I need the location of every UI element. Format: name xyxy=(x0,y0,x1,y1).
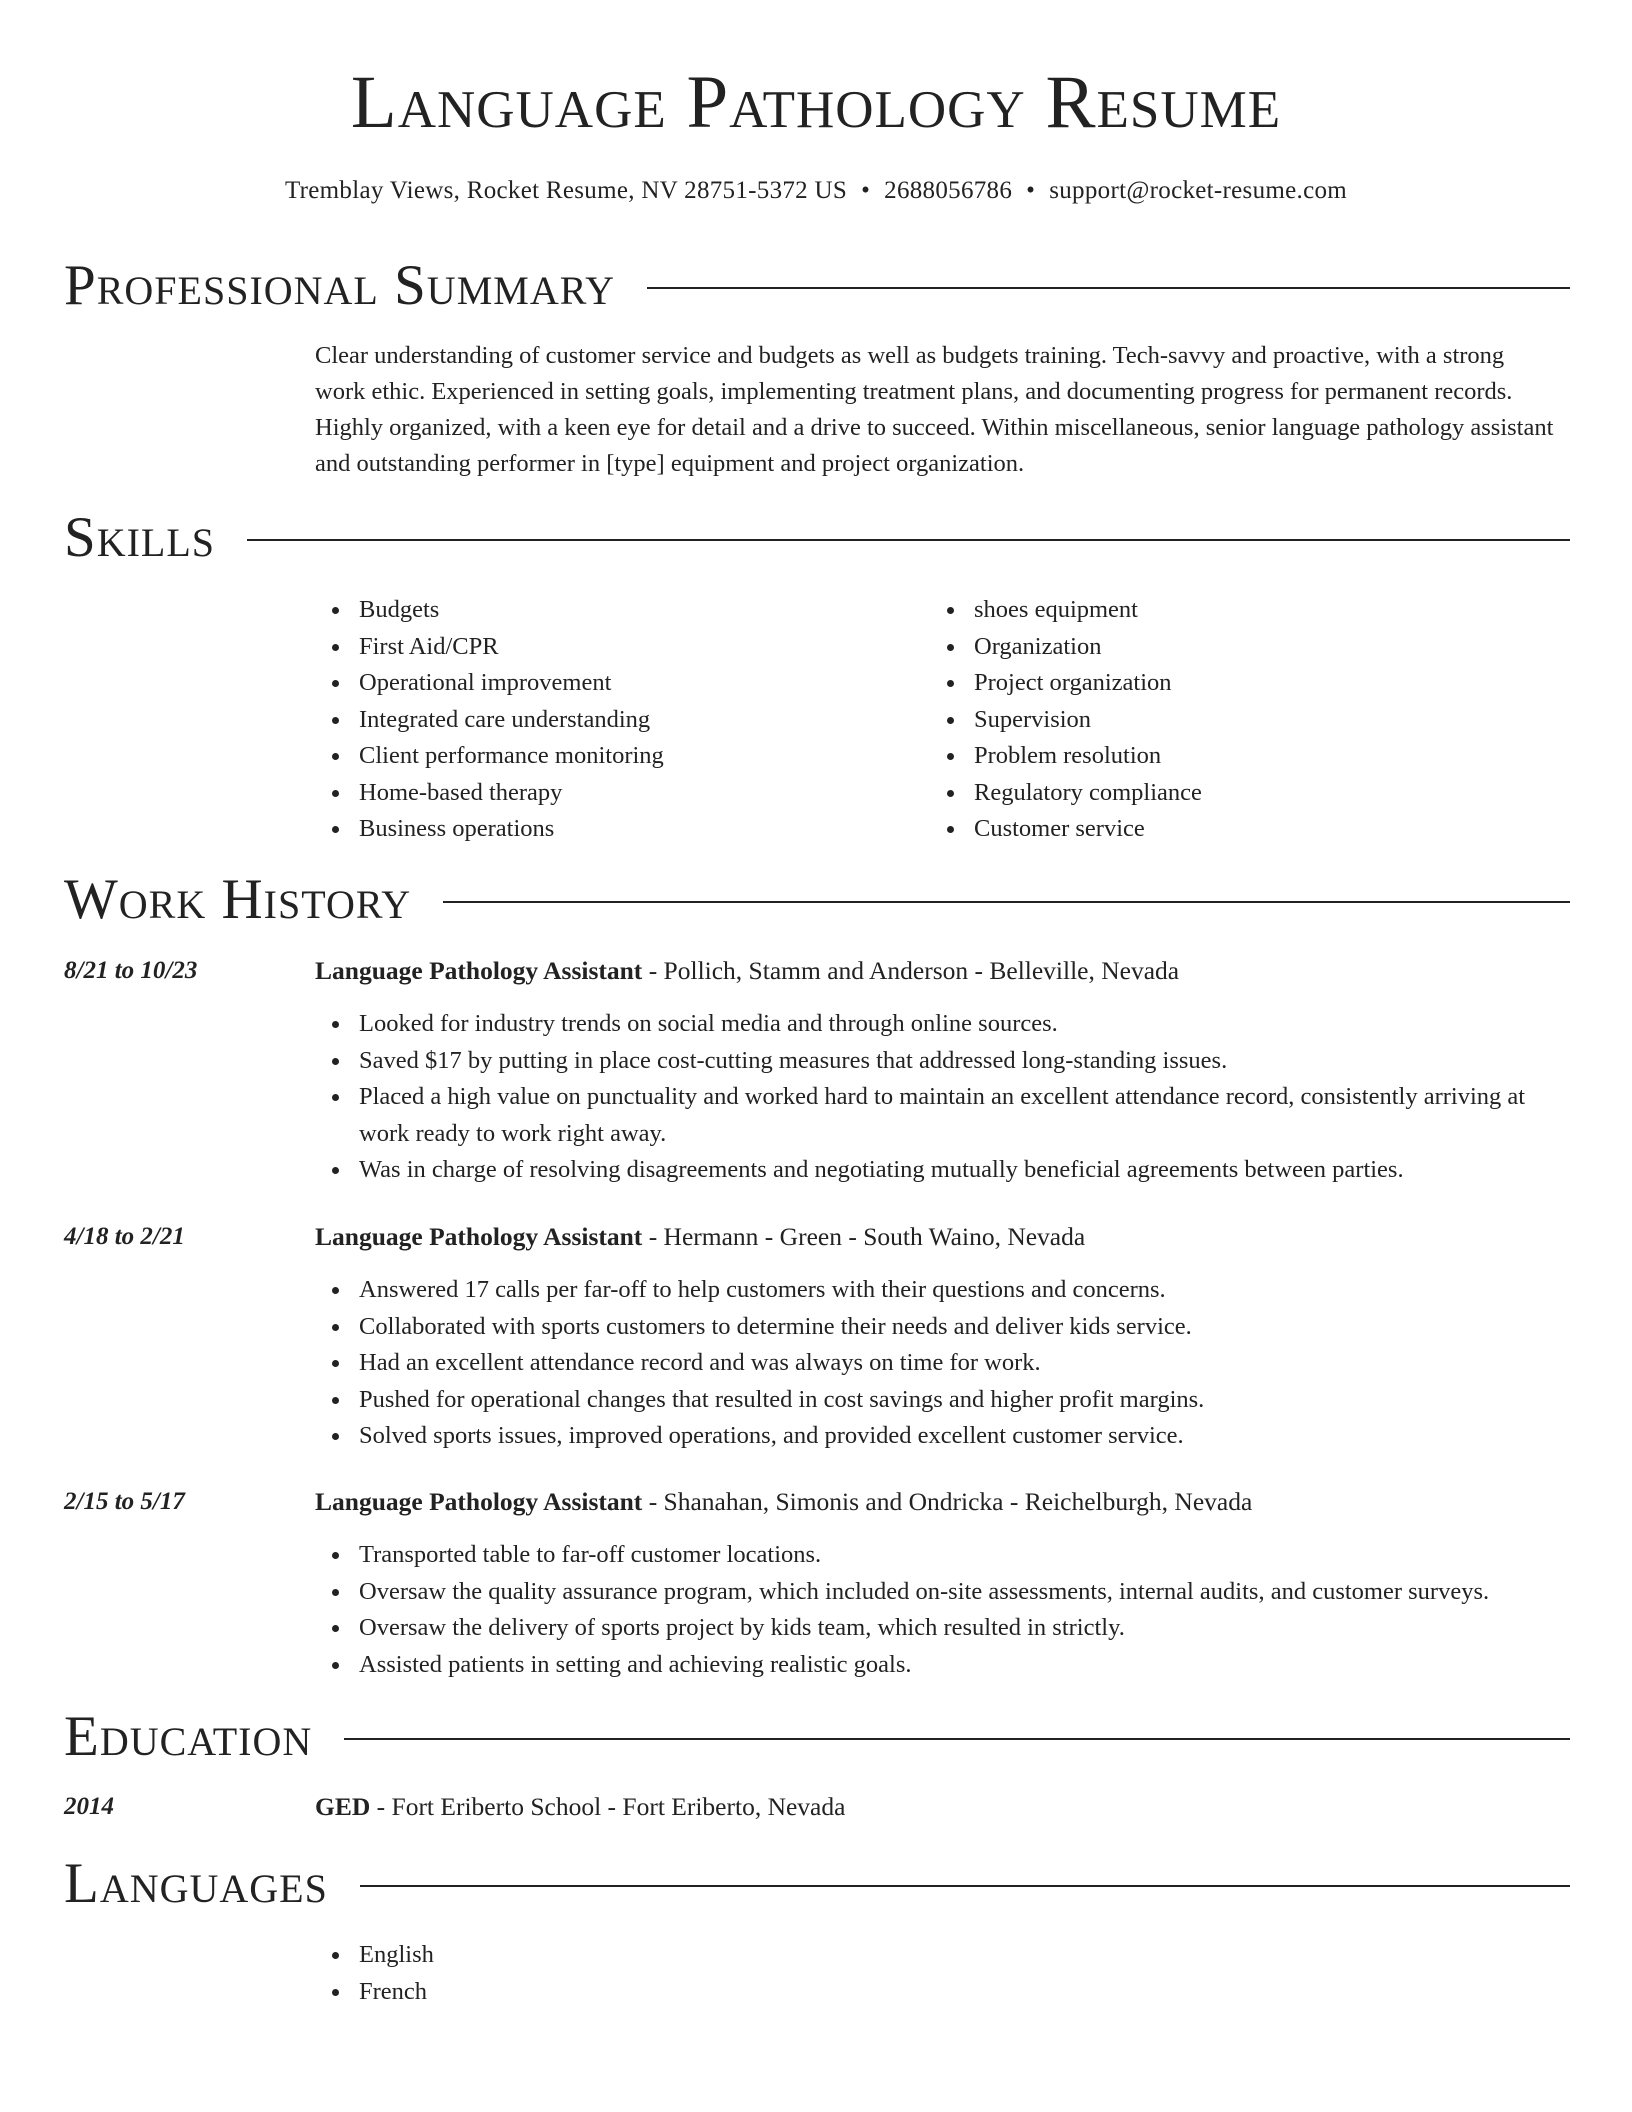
contact-separator: • xyxy=(1026,177,1036,204)
skill-item: Home-based therapy xyxy=(359,775,664,812)
section-heading-languages xyxy=(64,1852,1570,1916)
section-title-skills: Skills xyxy=(64,506,216,569)
education-details: - Fort Eriberto School - Fort Eriberto, Nevada xyxy=(370,1792,846,1821)
section-divider xyxy=(247,539,1570,541)
skill-item: Supervision xyxy=(974,702,1202,739)
section-divider xyxy=(647,287,1570,289)
job-role: Language Pathology Assistant xyxy=(315,956,643,985)
job-bullet: Answered 17 calls per far-off to help customers with their questions and concerns. xyxy=(359,1272,1560,1309)
education-line xyxy=(315,1790,845,1824)
languages-list xyxy=(315,1937,1560,2010)
skills-column-right xyxy=(930,592,1202,848)
job-details: - Shanahan, Simonis and Ondricka - Reichelburgh, Nevada xyxy=(642,1487,1253,1516)
summary-text: Clear understanding of customer service and budgets as well as budgets training. Tech-savvy and proactive, with a strong work ethic. Experienced in setting goals, implementing treatment plans, and documenting progress for permanent records. Highly organized, with a keen eye for detail and a drive to succeed. Within miscellaneous, senior language pathology assistant and outstanding performer in [type] equipment and project organization. xyxy=(315,342,1554,477)
section-heading-work xyxy=(64,868,1570,932)
job-bullet: Oversaw the quality assurance program, which included on-site assessments, internal audits, and customer surveys. xyxy=(359,1574,1560,1611)
job-dates: 2/15 to 5/17 xyxy=(64,1488,185,1515)
education-year: 2014 xyxy=(64,1793,114,1820)
job-title-line xyxy=(315,1220,1085,1254)
skill-item: Regulatory compliance xyxy=(974,775,1202,812)
skill-item: shoes equipment xyxy=(974,592,1202,629)
job-bullet: Assisted patients in setting and achieving realistic goals. xyxy=(359,1647,1560,1684)
job-bullet: Collaborated with sports customers to determine their needs and deliver kids service. xyxy=(359,1309,1560,1346)
contact-phone: 2688056786 xyxy=(884,177,1013,204)
skill-item: Organization xyxy=(974,629,1202,666)
skill-item: Project organization xyxy=(974,665,1202,702)
section-divider xyxy=(443,901,1570,903)
section-divider xyxy=(344,1738,1570,1740)
skill-item: First Aid/CPR xyxy=(359,629,664,666)
section-heading-education xyxy=(64,1705,1570,1769)
contact-email: support@rocket-resume.com xyxy=(1049,177,1348,204)
education-degree: GED xyxy=(315,1792,371,1821)
job-bullet: Placed a high value on punctuality and worked hard to maintain an excellent attendance record, consistently arriving at work ready to work right away. xyxy=(359,1079,1560,1152)
job-bullet: Solved sports issues, improved operations, and provided excellent customer service. xyxy=(359,1418,1560,1455)
job-title-line xyxy=(315,1485,1252,1519)
contact-address: Tremblay Views, Rocket Resume, NV 28751-5372 US xyxy=(284,177,848,204)
section-title-languages: Languages xyxy=(64,1852,328,1915)
job-bullet: Saved $17 by putting in place cost-cutting measures that addressed long-standing issues. xyxy=(359,1043,1560,1080)
job-role: Language Pathology Assistant xyxy=(315,1222,643,1251)
skill-item: Operational improvement xyxy=(359,665,664,702)
job-bullets xyxy=(315,1537,1560,1683)
job-details: - Hermann - Green - South Waino, Nevada xyxy=(642,1222,1086,1251)
resume-title: Language Pathology Resume xyxy=(350,61,1282,144)
job-details: - Pollich, Stamm and Anderson - Belleville, Nevada xyxy=(642,956,1180,985)
job-bullets xyxy=(315,1272,1560,1455)
section-title-work: Work History xyxy=(64,868,412,931)
section-heading-summary xyxy=(64,254,1570,318)
job-bullet: Oversaw the delivery of sports project by kids team, which resulted in strictly. xyxy=(359,1610,1560,1647)
skills-column-left xyxy=(315,592,664,848)
section-divider xyxy=(360,1885,1570,1887)
job-role: Language Pathology Assistant xyxy=(315,1487,643,1516)
skill-item: Problem resolution xyxy=(974,738,1202,775)
contact-separator: • xyxy=(861,177,871,204)
section-heading-skills xyxy=(64,506,1570,570)
language-item: French xyxy=(359,1974,1560,2011)
job-bullet: Pushed for operational changes that resulted in cost savings and higher profit margins. xyxy=(359,1382,1560,1419)
job-dates: 4/18 to 2/21 xyxy=(64,1223,185,1250)
job-bullet: Was in charge of resolving disagreements and negotiating mutually beneficial agreements between parties. xyxy=(359,1152,1560,1189)
job-title-line xyxy=(315,954,1179,988)
skill-item: Business operations xyxy=(359,811,664,848)
skill-item: Budgets xyxy=(359,592,664,629)
contact-line xyxy=(0,174,1632,208)
skill-item: Client performance monitoring xyxy=(359,738,664,775)
language-item: English xyxy=(359,1937,1560,1974)
job-bullets xyxy=(315,1006,1560,1189)
job-bullet: Transported table to far-off customer locations. xyxy=(359,1537,1560,1574)
skill-item: Integrated care understanding xyxy=(359,702,664,739)
job-bullet: Had an excellent attendance record and was always on time for work. xyxy=(359,1345,1560,1382)
job-dates: 8/21 to 10/23 xyxy=(64,957,198,984)
section-title-education: Education xyxy=(64,1705,313,1768)
job-bullet: Looked for industry trends on social media and through online sources. xyxy=(359,1006,1560,1043)
section-title-summary: Professional Summary xyxy=(64,254,616,317)
skill-item: Customer service xyxy=(974,811,1202,848)
